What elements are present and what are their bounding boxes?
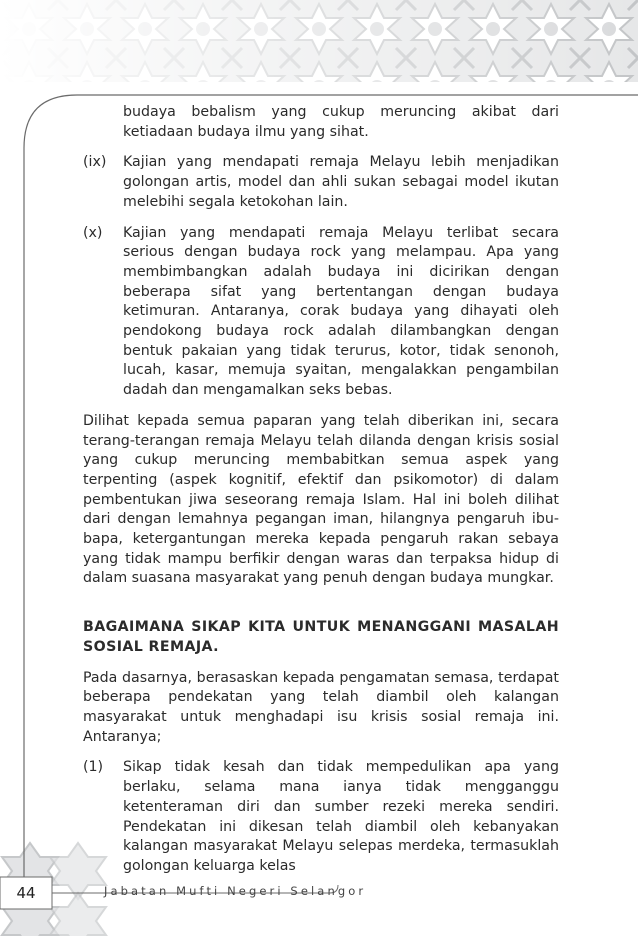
list-item-text: Sikap tidak kesah dan tidak mempedulikan apa yang berlaku, selama mana ianya tidak mengganggu ketenteraman diri dan sumber rezeki mereka sendiri. Pendekatan ini dikesan telah diambil oleh kebanyakan kalangan masyarakat Melayu selepas merdeka, termasuklah golongan keluarga kelas: [123, 759, 559, 874]
list-item-text: Kajian yang mendapati remaja Melayu lebih menjadikan golongan artis, model dan ahli sukan sebagai model ikutan melebihi segala ketokohan lain.: [123, 154, 559, 210]
list-item-text: Kajian yang mendapati remaja Melayu terlibat secara serious dengan budaya rock yang melampau. Apa yang membimbangkan adalah budaya ini dicirikan dengan beberapa sifat yang bertentangan dengan budaya ketimuran. Antaranya, corak budaya yang dihayati oleh pendokong budaya rock adalah dilambangkan dengan bentuk pakaian yang tidak terurus, kotor, tidak senonoh, lucah, kasar, memuja syaitan, mengalakkan pengambilan dadah dan mengamalkan seks bebas.: [123, 224, 559, 399]
list-item-1: [83, 758, 559, 876]
list-item-continuation: [83, 103, 559, 142]
section-heading: BAGAIMANA SIKAP KITA UNTUK MENANGGANI MASALAH SOSIAL REMAJA.: [83, 619, 559, 655]
list-item-number: (x): [83, 224, 103, 241]
list-item-x: [83, 224, 559, 401]
footer-publisher: Jabatan Mufti Negeri Selangor: [104, 884, 367, 898]
list-item-number: (ix): [83, 154, 107, 171]
page-number: 44: [16, 884, 36, 902]
body-paragraph: Pada dasarnya, berasaskan kepada pengamatan semasa, terdapat beberapa pendekatan yang telah diambil oleh kalangan masyarakat untuk menghadapi isu krisis sosial remaja ini. Antaranya;: [83, 669, 559, 745]
body-paragraph: Dilihat kepada semua paparan yang telah diberikan ini, secara terang-terangan remaja Melayu telah dilanda dengan krisis sosial yang cukup meruncing membabitkan semua aspek yang terpenting (aspek kognitif, efektif dan psikomotor) di dalam pembentukan jiwa seseorang remaja Islam. Hal ini boleh dilihat dari dengan lemahnya pegangan iman, hilangnya pengaruh ibu-bapa, ketergantungan mereka kepada pengaruh rakan sebaya yang tidak mampu berfikir dengan waras dan terpaksa hidup di dalam suasana masyarakat yang penuh dengan budaya mungkar.: [83, 412, 559, 587]
list-item-number: (1): [83, 759, 104, 776]
list-item-ix: [83, 153, 559, 212]
page-body: [83, 103, 559, 877]
header-pattern-decoration: [0, 0, 638, 95]
list-item-text: budaya bebalism yang cukup meruncing akibat dari ketiadaan budaya ilmu yang sihat.: [123, 104, 559, 140]
